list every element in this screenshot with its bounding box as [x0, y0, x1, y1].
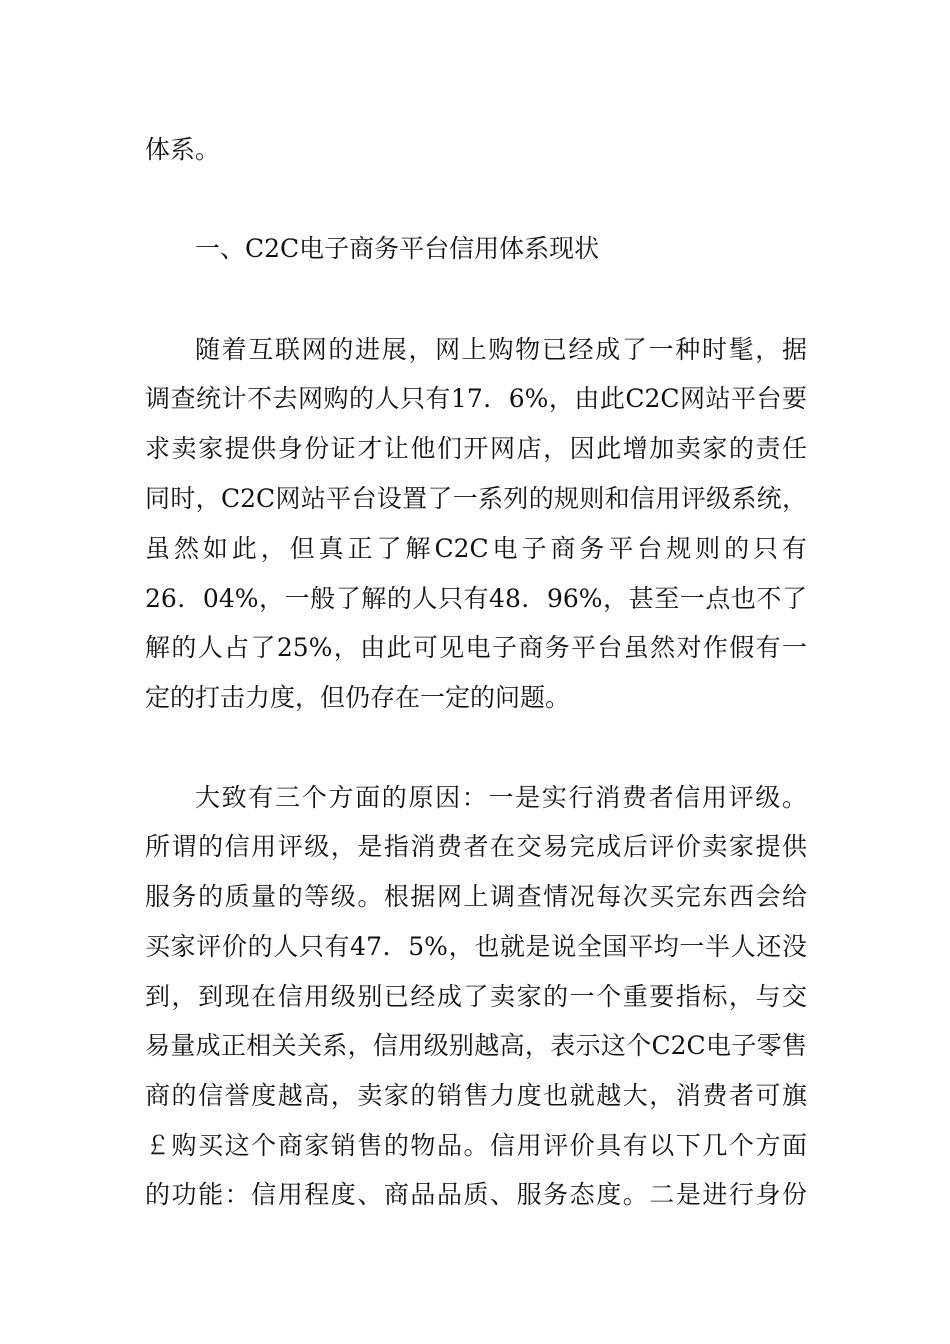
paragraph-line: 求卖家提供身份证才让他们开网店，因此增加卖家的责任: [145, 434, 807, 463]
paragraph-line: 商的信誉度越高，卖家的销售力度也就越大，消费者可旗: [145, 1081, 807, 1110]
continuation-text: 体系。: [145, 135, 221, 164]
paragraph-line: 定的打击力度，但仍存在一定的问题。: [145, 683, 571, 712]
paragraph-line: ￡购买这个商家销售的物品。信用评价具有以下几个方面: [145, 1131, 807, 1160]
paragraph-line: 解的人占了25%，由此可见电子商务平台虽然对作假有一: [145, 633, 807, 662]
paragraph-line: 买家评价的人只有47．5%，也就是说全国平均一半人还没: [145, 932, 807, 961]
paragraph-line: 到，到现在信用级别已经成了卖家的一个重要指标，与交: [145, 982, 807, 1011]
paragraph-line: 服务的质量的等级。根据网上调查情况每次买完东西会给: [145, 882, 807, 911]
paragraph-line: 调查统计不去网购的人只有17．6%，由此C2C网站平台要: [145, 384, 807, 413]
paragraph-line: 大致有三个方面的原因：一是实行消费者信用评级。: [195, 783, 807, 812]
paragraph-line: 虽然如此，但真正了解C2C电子商务平台规则的只有: [145, 534, 807, 563]
paragraph-line: 的功能：信用程度、商品品质、服务态度。二是进行身份: [145, 1180, 807, 1209]
section-heading: 一、C2C电子商务平台信用体系现状: [195, 234, 600, 263]
paragraph-line: 随着互联网的进展，网上购物已经成了一种时髦，据: [195, 335, 807, 364]
paragraph-line: 所谓的信用评级，是指消费者在交易完成后评价卖家提供: [145, 832, 807, 861]
paragraph-line: 26．04%，一般了解的人只有48．96%，甚至一点也不了: [145, 584, 807, 613]
paragraph-line: 易量成正相关关系，信用级别越高，表示这个C2C电子零售: [145, 1031, 807, 1060]
paragraph-line: 同时，C2C网站平台设置了一系列的规则和信用评级系统，: [145, 484, 807, 513]
